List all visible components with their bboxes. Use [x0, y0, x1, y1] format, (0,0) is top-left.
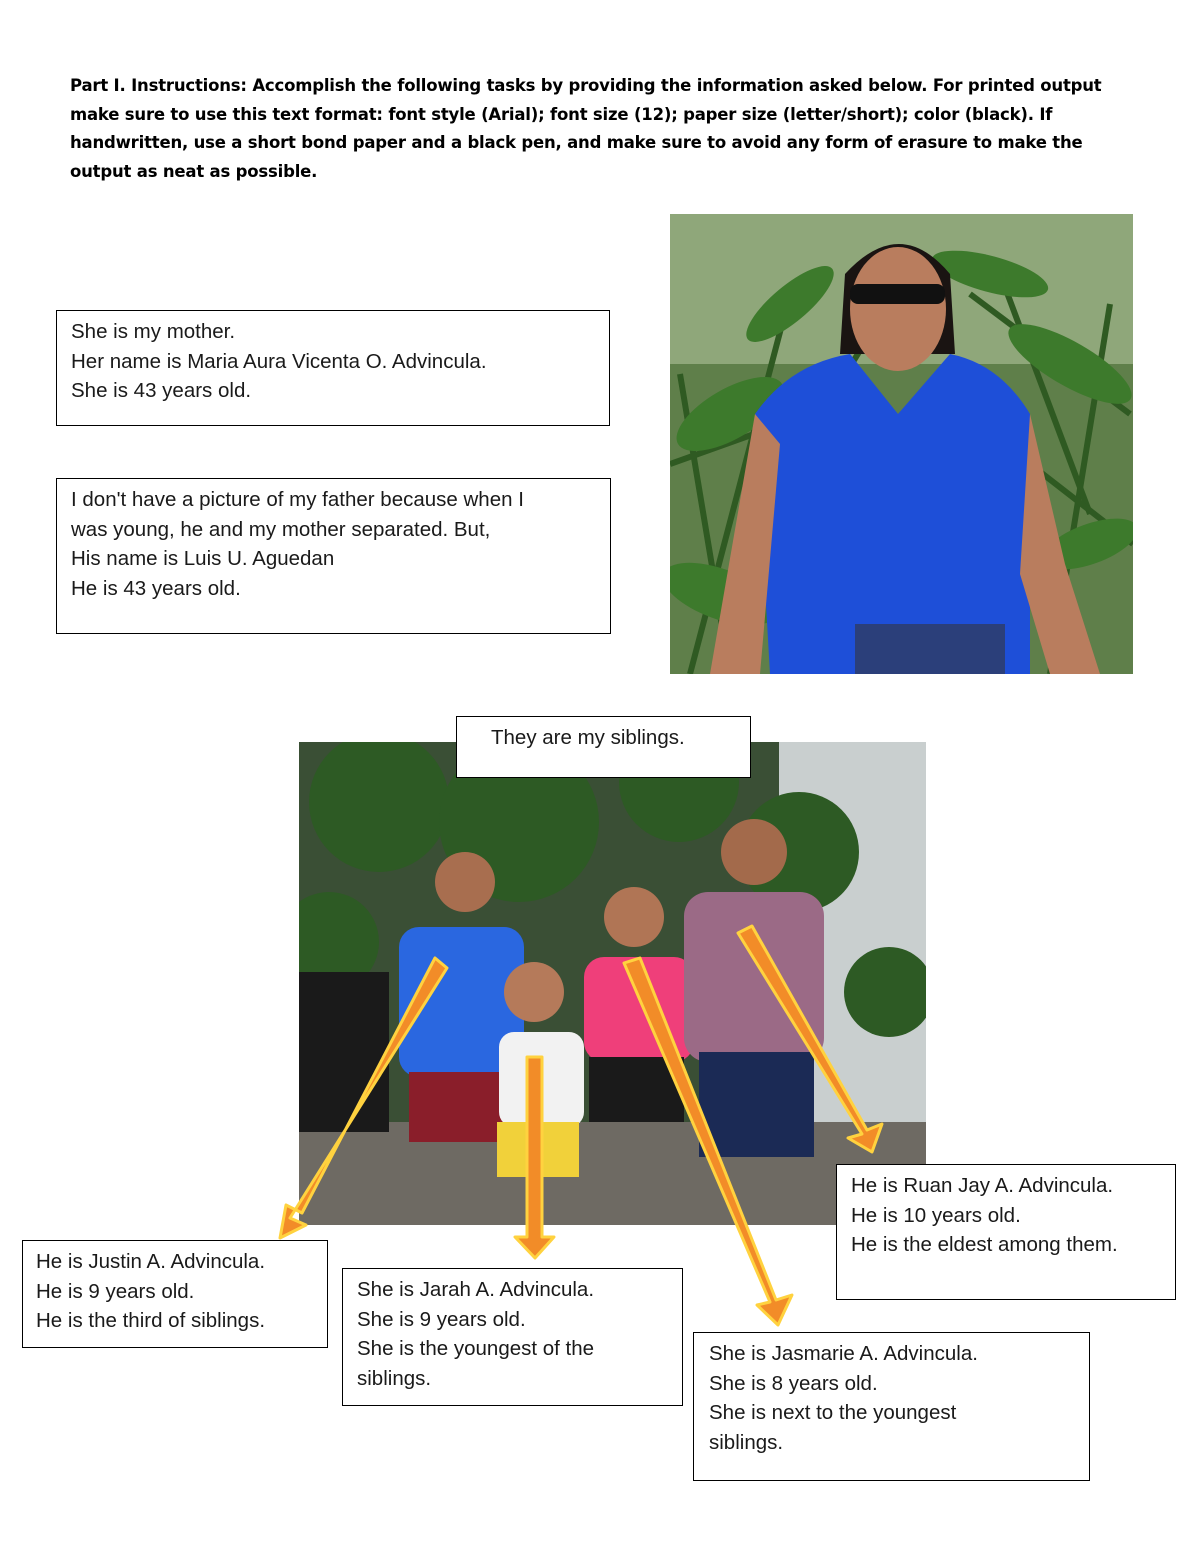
father-line-2: was young, he and my mother separated. But,	[71, 517, 491, 541]
justin-line-2: He is 9 years old.	[36, 1279, 195, 1303]
ruan-info-box	[836, 1164, 1176, 1300]
justin-line-3: He is the third of siblings.	[36, 1309, 266, 1332]
father-line-4: He is 43 years old.	[71, 576, 241, 600]
ruan-line-2: He is 10 years old.	[851, 1203, 1021, 1227]
ruan-line-3: He is the eldest among them.	[851, 1233, 1118, 1256]
jasmarie-line-3: She is next to the youngest	[709, 1401, 957, 1424]
father-line-1: I don't have a picture of my father because when I	[71, 488, 524, 511]
jarah-line-3: She is the youngest of the	[357, 1337, 595, 1360]
jasmarie-line-4: siblings.	[709, 1430, 784, 1454]
siblings-caption: They are my siblings.	[491, 726, 685, 749]
jasmarie-line-2: She is 8 years old.	[709, 1371, 878, 1395]
father-line-3: His name is Luis U. Aguedan	[71, 547, 335, 570]
justin-info-box	[22, 1240, 328, 1348]
instructions-text: Part I. Instructions: Accomplish the following tasks by providing the information asked below. For printed output make sure to use this text format: font style (Arial); font size (12); paper size (letter/short); color (black). If handwritten, use a short bond paper and a black pen, and make sure to avoid any form of erasure to make the output as neat as possible.	[70, 76, 1102, 181]
jasmarie-line-1: She is Jasmarie A. Advincula.	[709, 1342, 978, 1365]
mother-line-2: Her name is Maria Aura Vicenta O. Advincula.	[71, 349, 487, 373]
ruan-line-1: He is Ruan Jay A. Advincula.	[851, 1174, 1114, 1197]
father-info-box	[56, 478, 611, 634]
siblings-photo	[299, 742, 926, 1225]
mother-line-3: She is 43 years old.	[71, 379, 252, 402]
mother-line-1: She is my mother.	[71, 320, 236, 343]
mother-photo	[670, 214, 1133, 674]
jarah-line-2: She is 9 years old.	[357, 1307, 526, 1331]
siblings-caption-box	[456, 716, 751, 778]
jarah-info-box	[342, 1268, 683, 1406]
jarah-line-4: siblings.	[357, 1366, 432, 1390]
justin-line-1: He is Justin A. Advincula.	[36, 1250, 266, 1273]
mother-info-box	[56, 310, 610, 426]
jarah-line-1: She is Jarah A. Advincula.	[357, 1278, 595, 1301]
jasmarie-info-box	[693, 1332, 1090, 1481]
